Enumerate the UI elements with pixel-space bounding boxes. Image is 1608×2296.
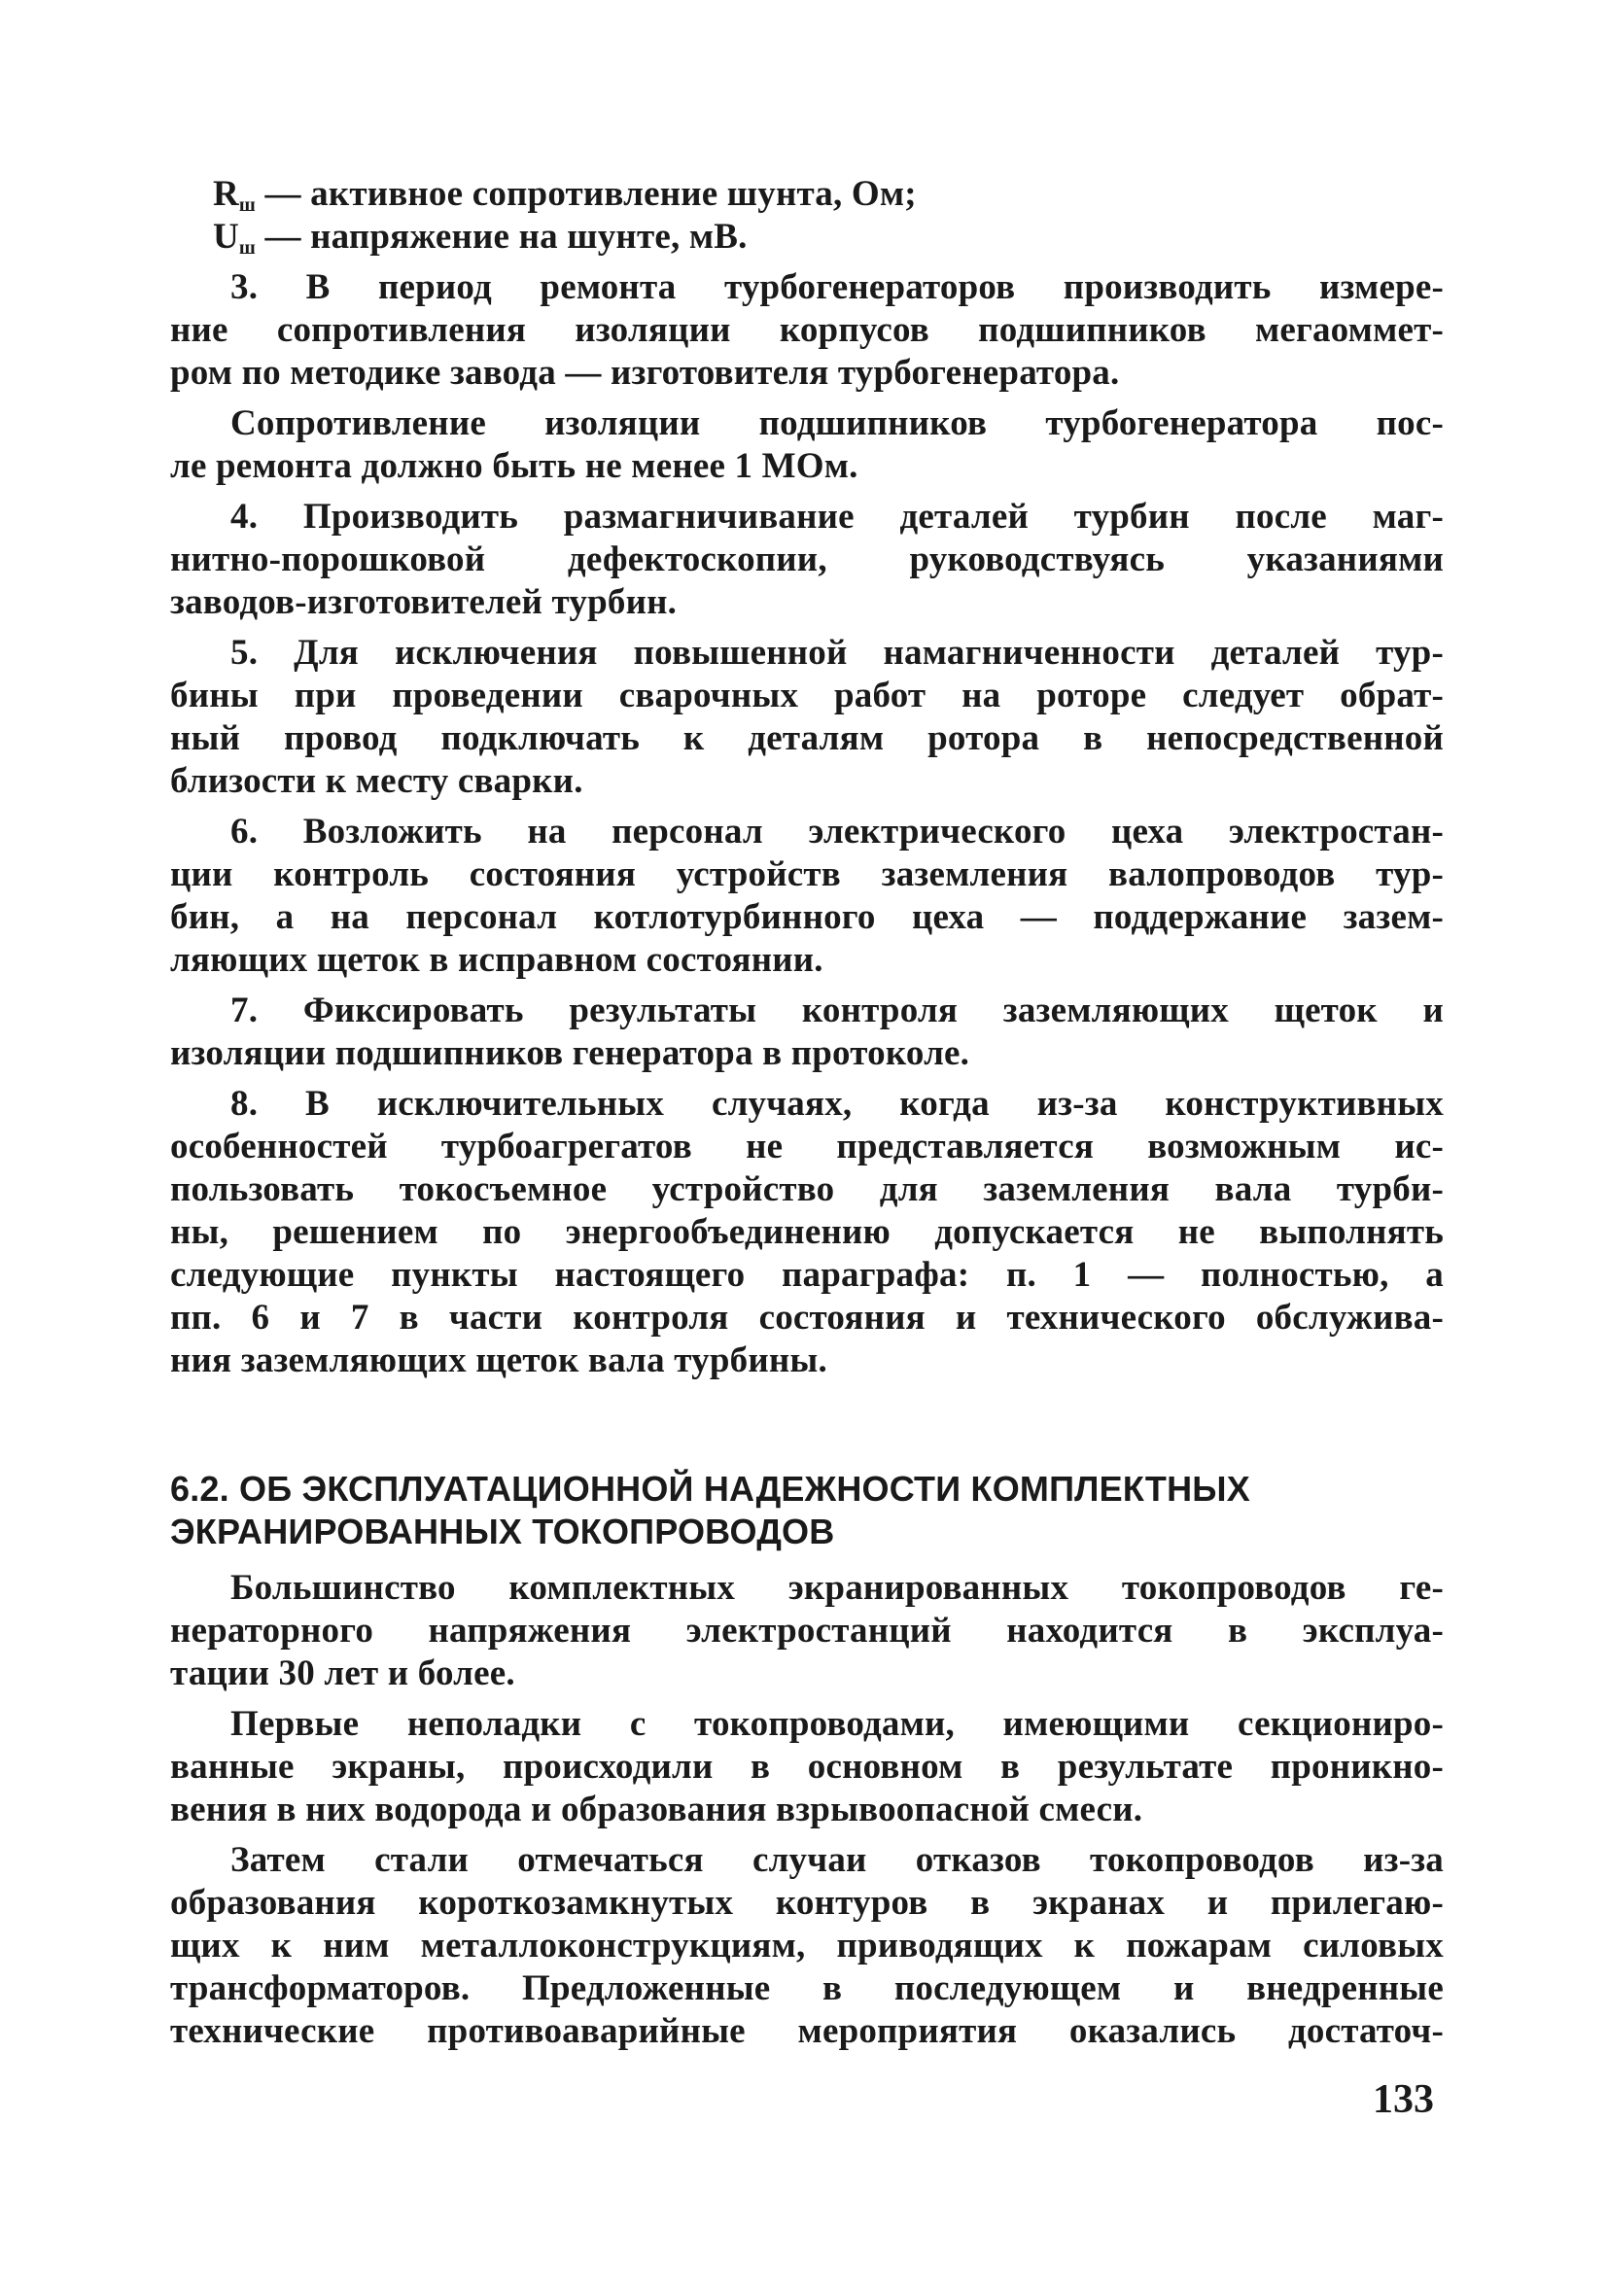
- definition-r: $R_ш$ — активное сопротивление шунта, Ом;: [213, 174, 917, 216]
- paragraph-item-5: 5. Для исключения повышенной намагниченности деталей тур- бины при проведении сварочных работ на роторе следует обрат- ный провод подключать к деталям ротора в непосредственной близости к месту сварки.: [170, 633, 1444, 801]
- section-heading-line2: ЭКРАНИРОВАННЫХ ТОКОПРОВОДОВ: [170, 1512, 835, 1551]
- definition-u: $U_ш$ — напряжение на шунте, мВ.: [213, 217, 748, 259]
- section-heading-line1: 6.2. ОБ ЭКСПЛУАТАЦИОННОЙ НАДЕЖНОСТИ КОМПЛЕКТНЫХ: [170, 1469, 1250, 1509]
- paragraph-failures: Затем стали отмечаться случаи отказов токопроводов из-за образования короткозамкнутых контуров в экранах и прилегаю- щих к ним металлоконструкциям, приводящих к пожарам силовых трансформаторов. Предложенные в последующем и внедренные технические противоаварийные мероприятия оказались достаточ-: [170, 1840, 1444, 2051]
- section-heading: [170, 1468, 1444, 1553]
- paragraph-item-6: 6. Возложить на персонал электрического цеха электростан- ции контроль состояния устройств заземления валопроводов тур- бин, а на персонал котлотурбинного цеха — поддержание зазем- ляющих щеток в исправном состоянии.: [170, 812, 1444, 980]
- paragraph-item-3: 3. В период ремонта турбогенераторов производить измере- ние сопротивления изоляции корпусов подшипников мегаоммет- ром по методике завода — изготовителя турбогенератора.: [170, 267, 1444, 393]
- paragraph-first-faults: Первые неполадки с токопроводами, имеющими секциониро- ванные экраны, происходили в основном в результате проникно- вения в них водорода и образования взрывоопасной смеси.: [170, 1704, 1444, 1829]
- page-number: 133: [1373, 2077, 1434, 2122]
- paragraph-item-4: 4. Производить размагничивание деталей турбин после маг- нитно-порошковой дефектоскопии, руководствуясь указаниями заводов-изготовителей турбин.: [170, 497, 1444, 622]
- paragraph-majority: Большинство комплектных экранированных токопроводов ге- нераторного напряжения электростанций находится в эксплуа- тации 30 лет и более.: [170, 1568, 1444, 1693]
- page-body: [170, 173, 1444, 1390]
- paragraph-item-7: 7. Фиксировать результаты контроля заземляющих щеток и изоляции подшипников генератора в протоколе.: [170, 991, 1444, 1073]
- section-body: [170, 1567, 1444, 2061]
- paragraph-item-8: 8. В исключительных случаях, когда из-за конструктивных особенностей турбоагрегатов не представляется возможным ис- пользовать токосъемное устройство для заземления вала турби- ны, решением по энергообъединению допускается не выполнять следующие пункты настоящего параграфа: п. 1 — полностью, а пп. 6 и 7 в части контроля состояния и технического обслужива- ния заземляющих щеток вала турбины.: [170, 1084, 1444, 1380]
- paragraph-insulation: Сопротивление изоляции подшипников турбогенератора пос- ле ремонта должно быть не менее 1 МОм.: [170, 403, 1444, 486]
